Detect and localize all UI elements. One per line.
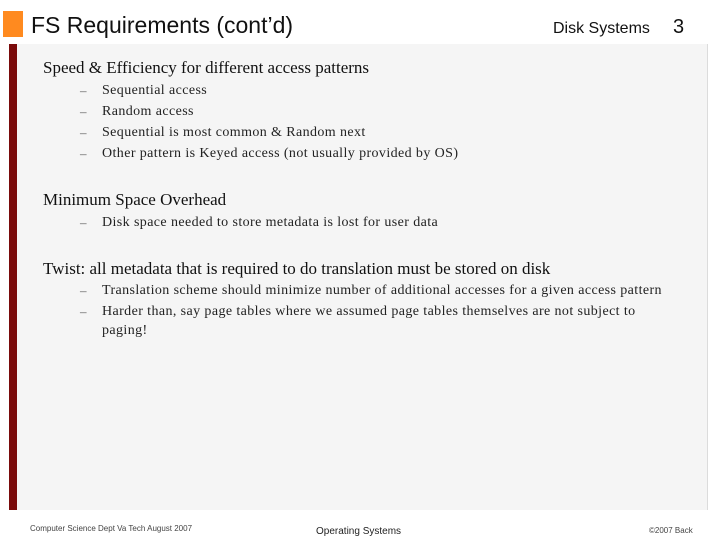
- dash-bullet-icon: –: [80, 125, 87, 140]
- dash-bullet-icon: –: [80, 104, 87, 119]
- footer-credit: Computer Science Dept Va Tech August 2007: [30, 524, 193, 533]
- section-name: Disk Systems: [553, 20, 650, 37]
- dash-bullet-icon: –: [80, 283, 87, 298]
- slide-title: FS Requirements (cont’d): [31, 12, 294, 38]
- slide-number: 3: [673, 16, 685, 38]
- title-accent-square: [3, 11, 23, 37]
- list-item: – Translation scheme should minimize number of additional accesses for a given access pattern: [80, 283, 662, 298]
- section-heading-speed: Speed & Efficiency for different access patterns: [43, 58, 370, 77]
- bullet-list-speed: [80, 81, 680, 165]
- dash-bullet-icon: –: [80, 83, 87, 98]
- section-heading-twist: Twist: all metadata that is required to do translation must be stored on disk: [43, 259, 551, 278]
- left-accent-bar: [9, 44, 17, 510]
- list-item: – Sequential is most common & Random next: [80, 125, 366, 140]
- dash-bullet-icon: –: [80, 215, 87, 230]
- list-item: – Disk space needed to store metadata is lost for user data: [80, 215, 439, 230]
- footer-copyright: ©2007 Back: [649, 526, 693, 535]
- section-heading-space: Minimum Space Overhead: [43, 190, 227, 209]
- list-item: – Harder than, say page tables where we assumed page tables themselves are not subject to paging!: [80, 304, 636, 338]
- bullet-list-twist: [80, 281, 680, 342]
- footer-course: Operating Systems: [316, 526, 402, 537]
- list-item: – Sequential access: [80, 83, 208, 98]
- dash-bullet-icon: –: [80, 146, 87, 161]
- list-item: – Other pattern is Keyed access (not usually provided by OS): [80, 146, 459, 161]
- list-item: – Random access: [80, 104, 194, 119]
- dash-bullet-icon: –: [80, 304, 87, 319]
- bullet-list-space: [80, 213, 680, 234]
